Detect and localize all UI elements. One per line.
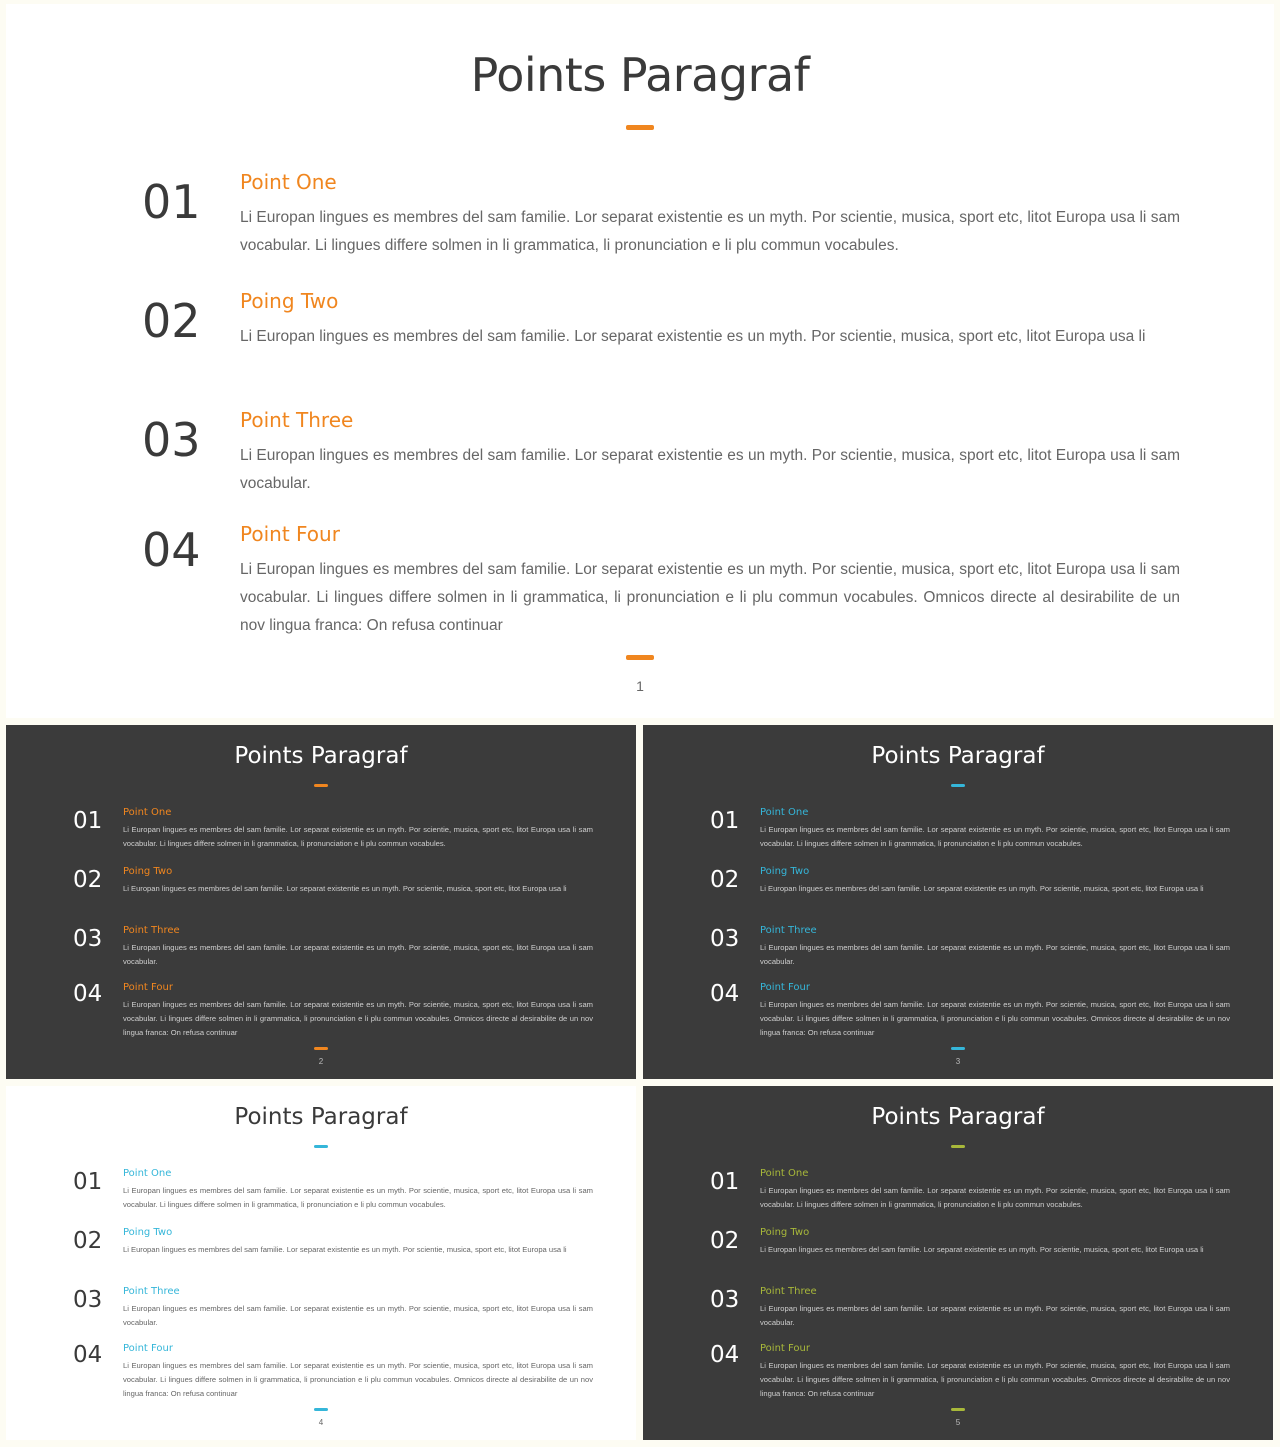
- point-heading: Point One: [760, 807, 809, 818]
- page-number: 1: [636, 678, 644, 694]
- slide-4: [6, 1086, 636, 1440]
- point-heading: Point One: [240, 170, 337, 194]
- point-heading: Point Three: [123, 1286, 180, 1297]
- point-text: Li Europan lingues es membres del sam familie. Lor separat existentie es un myth. Por scientie, musica, sport etc, litot Europa usa li sam vocabular. Li lingues differe solmen in li grammatica, li pronunciation e li plu commun vocabules. Omnicos directe al desirabilite de un nov lingua franca: On refusa continuar: [760, 1000, 1230, 1037]
- point-heading: Point Three: [240, 408, 354, 432]
- title-underline-bar: [314, 784, 328, 787]
- page-number: 4: [318, 1418, 324, 1427]
- point-text: Li Europan lingues es membres del sam familie. Lor separat existentie es un myth. Por scientie, musica, sport etc, litot Europa usa li: [240, 328, 1146, 345]
- point-text: Li Europan lingues es membres del sam familie. Lor separat existentie es un myth. Por scientie, musica, sport etc, litot Europa usa li sam vocabular. Li lingues differe solmen in li grammatica, li pronunciation e li plu commun vocabules. Omnicos directe al desirabilite de un nov lingua franca: On refusa continuar: [123, 1361, 593, 1398]
- slide-title: Points Paragraf: [234, 1104, 408, 1130]
- point-heading: Point Four: [123, 1343, 173, 1354]
- point-number: 04: [710, 981, 740, 1007]
- point-text: Li Europan lingues es membres del sam familie. Lor separat existentie es un myth. Por scientie, musica, sport etc, litot Europa usa li sam vocabular.: [123, 943, 593, 966]
- point-text: Li Europan lingues es membres del sam familie. Lor separat existentie es un myth. Por scientie, musica, sport etc, litot Europa usa li sam vocabular. Li lingues differe solmen in li grammatica, li pronunciation e li plu commun vocabules. Omnicos directe al desirabilite de un nov lingua franca: On refusa continuar: [240, 561, 1180, 634]
- point-text: Li Europan lingues es membres del sam familie. Lor separat existentie es un myth. Por scientie, musica, sport etc, litot Europa usa li sam vocabular. Li lingues differe solmen in li grammatica, li pronunciation e li plu commun vocabules.: [240, 209, 1180, 254]
- footer-bar: [626, 655, 654, 660]
- page-number: 3: [955, 1057, 961, 1066]
- title-underline-bar: [951, 784, 965, 787]
- point-number: 01: [710, 1169, 740, 1195]
- point-heading: Point Four: [123, 982, 173, 993]
- slide-1: [6, 4, 1274, 718]
- point-heading: Poing Two: [123, 866, 173, 877]
- point-number: 02: [710, 867, 740, 893]
- point-text: Li Europan lingues es membres del sam familie. Lor separat existentie es un myth. Por scientie, musica, sport etc, litot Europa usa li sam vocabular.: [760, 1304, 1230, 1327]
- point-text: Li Europan lingues es membres del sam familie. Lor separat existentie es un myth. Por scientie, musica, sport etc, litot Europa usa li: [123, 1245, 567, 1254]
- page-number: 5: [955, 1418, 961, 1427]
- point-text: Li Europan lingues es membres del sam familie. Lor separat existentie es un myth. Por scientie, musica, sport etc, litot Europa usa li sam vocabular.: [760, 943, 1230, 966]
- point-text: Li Europan lingues es membres del sam familie. Lor separat existentie es un myth. Por scientie, musica, sport etc, litot Europa usa li sam vocabular. Li lingues differe solmen in li grammatica, li pronunciation e li plu commun vocabules. Omnicos directe al desirabilite de un nov lingua franca: On refusa continuar: [123, 1000, 593, 1037]
- point-heading: Point Three: [760, 1286, 817, 1297]
- point-heading: Point Four: [760, 982, 810, 993]
- point-text: Li Europan lingues es membres del sam familie. Lor separat existentie es un myth. Por scientie, musica, sport etc, litot Europa usa li: [760, 884, 1204, 893]
- point-text: Li Europan lingues es membres del sam familie. Lor separat existentie es un myth. Por scientie, musica, sport etc, litot Europa usa li: [123, 884, 567, 893]
- point-text: Li Europan lingues es membres del sam familie. Lor separat existentie es un myth. Por scientie, musica, sport etc, litot Europa usa li: [760, 1245, 1204, 1254]
- point-heading: Point Four: [760, 1343, 810, 1354]
- point-number: 03: [73, 1287, 103, 1313]
- slide-title: Points Paragraf: [871, 743, 1045, 769]
- point-heading: Point Three: [760, 925, 817, 936]
- point-heading: Poing Two: [760, 866, 810, 877]
- point-heading: Poing Two: [240, 289, 339, 313]
- slide-2: [6, 725, 636, 1079]
- point-number: 03: [710, 926, 740, 952]
- point-heading: Poing Two: [123, 1227, 173, 1238]
- footer-bar: [314, 1408, 328, 1411]
- point-number: 01: [73, 1169, 103, 1195]
- point-number: 01: [142, 175, 201, 229]
- point-heading: Point One: [123, 1168, 172, 1179]
- point-number: 03: [142, 413, 201, 467]
- point-text: Li Europan lingues es membres del sam familie. Lor separat existentie es un myth. Por scientie, musica, sport etc, litot Europa usa li sam vocabular. Li lingues differe solmen in li grammatica, li pronunciation e li plu commun vocabules.: [760, 1186, 1230, 1209]
- point-number: 01: [73, 808, 103, 834]
- point-text: Li Europan lingues es membres del sam familie. Lor separat existentie es un myth. Por scientie, musica, sport etc, litot Europa usa li sam vocabular. Li lingues differe solmen in li grammatica, li pronunciation e li plu commun vocabules.: [123, 1186, 593, 1209]
- point-number: 01: [710, 808, 740, 834]
- point-heading: Poing Two: [760, 1227, 810, 1238]
- title-underline-bar: [314, 1145, 328, 1148]
- point-text: Li Europan lingues es membres del sam familie. Lor separat existentie es un myth. Por scientie, musica, sport etc, litot Europa usa li sam vocabular. Li lingues differe solmen in li grammatica, li pronunciation e li plu commun vocabules.: [123, 825, 593, 848]
- slide-title: Points Paragraf: [234, 743, 408, 769]
- point-number: 04: [73, 1342, 103, 1368]
- page-number: 2: [318, 1057, 324, 1066]
- footer-bar: [314, 1047, 328, 1050]
- point-heading: Point Three: [123, 925, 180, 936]
- point-heading: Point One: [123, 807, 172, 818]
- slide-5: [643, 1086, 1273, 1440]
- point-number: 04: [142, 523, 201, 577]
- point-number: 04: [710, 1342, 740, 1368]
- slide-3: [643, 725, 1273, 1079]
- point-number: 02: [710, 1228, 740, 1254]
- title-underline-bar: [626, 125, 654, 130]
- point-heading: Point Four: [240, 522, 340, 546]
- point-text: Li Europan lingues es membres del sam familie. Lor separat existentie es un myth. Por scientie, musica, sport etc, litot Europa usa li sam vocabular. Li lingues differe solmen in li grammatica, li pronunciation e li plu commun vocabules.: [760, 825, 1230, 848]
- footer-bar: [951, 1408, 965, 1411]
- point-text: Li Europan lingues es membres del sam familie. Lor separat existentie es un myth. Por scientie, musica, sport etc, litot Europa usa li sam vocabular. Li lingues differe solmen in li grammatica, li pronunciation e li plu commun vocabules. Omnicos directe al desirabilite de un nov lingua franca: On refusa continuar: [760, 1361, 1230, 1398]
- point-number: 03: [73, 926, 103, 952]
- point-text: Li Europan lingues es membres del sam familie. Lor separat existentie es un myth. Por scientie, musica, sport etc, litot Europa usa li sam vocabular.: [123, 1304, 593, 1327]
- point-number: 02: [73, 867, 103, 893]
- slide-title: Points Paragraf: [871, 1104, 1045, 1130]
- point-number: 03: [710, 1287, 740, 1313]
- point-text: Li Europan lingues es membres del sam familie. Lor separat existentie es un myth. Por scientie, musica, sport etc, litot Europa usa li sam vocabular.: [240, 447, 1180, 492]
- point-number: 02: [73, 1228, 103, 1254]
- footer-bar: [951, 1047, 965, 1050]
- point-heading: Point One: [760, 1168, 809, 1179]
- title-underline-bar: [951, 1145, 965, 1148]
- point-number: 04: [73, 981, 103, 1007]
- slide-title: Points Paragraf: [470, 48, 810, 102]
- point-number: 02: [142, 294, 201, 348]
